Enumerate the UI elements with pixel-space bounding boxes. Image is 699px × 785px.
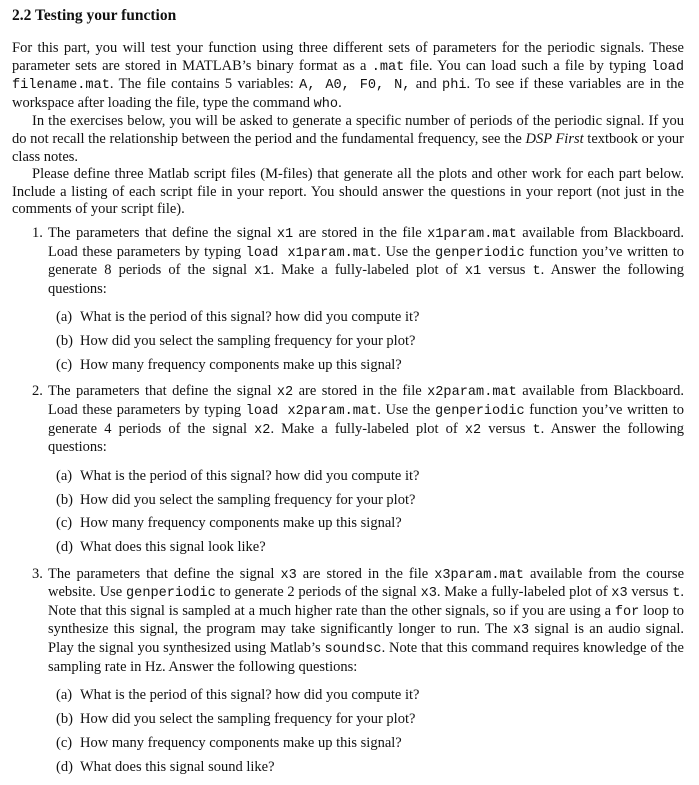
code-mat-ext: .mat <box>371 59 405 75</box>
code-phi: phi <box>442 78 467 94</box>
question-item: (c) How many frequency components make up this signal? <box>56 356 402 373</box>
problem-text: The parameters that define the signal x2 are stored in the file x2param.mat available from Blackboard. Load these parameters by typing load x2param.mat. Use the genperiodic function you’ve written to generate 4 periods of the signal x2. Make a fully-labeled plot of x2 versus t. Answer the following questions: <box>48 383 685 456</box>
problem-number: 2. <box>32 383 43 400</box>
intro-paragraph-1 <box>12 40 684 113</box>
code-load-filename: load filename.mat <box>12 59 684 94</box>
question-item: (c) How many frequency components make up this signal? <box>56 515 402 532</box>
text-run: . <box>338 94 342 111</box>
question-item: (b) How did you select the sampling frequency for your plot? <box>56 333 416 350</box>
problem-item-2 <box>12 383 684 557</box>
question-item: (d) What does this signal look like? <box>56 539 266 556</box>
text-run: textbook or your class notes. <box>12 130 684 165</box>
problem-number: 3. <box>32 565 43 582</box>
intro-paragraph-3: Please define three Matlab script files (M-files) that generate all the plots and other work for each part below. Include a listing of each script file in your report. You should answer the questions in your report (not just in the comments of your script file). <box>12 166 684 218</box>
document-page <box>12 6 684 785</box>
problem-list <box>12 225 684 777</box>
code-variables: A, A0, F0, N, <box>299 78 411 94</box>
question-list <box>48 307 684 375</box>
question-item: (a) What is the period of this signal? how did you compute it? <box>56 687 420 704</box>
question-item: (d) What does this signal sound like? <box>56 758 275 775</box>
book-title: DSP First <box>525 130 584 147</box>
text-run: . To see if these variables are in the workspace after loading the file, type the command <box>12 76 684 111</box>
text-run: and <box>410 76 443 93</box>
question-item: (c) How many frequency components make up this signal? <box>56 734 402 751</box>
question-item: (b) How did you select the sampling frequency for your plot? <box>56 491 416 508</box>
question-item: (a) What is the period of this signal? how did you compute it? <box>56 309 420 326</box>
problem-item-3 <box>12 566 684 777</box>
question-list <box>48 466 684 558</box>
code-who: who <box>313 96 339 112</box>
intro-paragraph-2 <box>12 113 684 166</box>
question-item: (b) How did you select the sampling frequency for your plot? <box>56 711 416 728</box>
question-item: (a) What is the period of this signal? how did you compute it? <box>56 467 420 484</box>
problem-number: 1. <box>32 224 43 241</box>
text-run: file. You can load such a file by typing <box>404 57 652 74</box>
problem-text: The parameters that define the signal x1 are stored in the file x1param.mat available from Blackboard. Load these parameters by typing load x1param.mat. Use the genperiodic function you’ve written to generate 8 periods of the signal x1. Make a fully-labeled plot of x1 versus t. Answer the following questions: <box>48 224 685 297</box>
question-list <box>48 685 684 777</box>
text-run: In the exercises below, you will be asked to generate a specific number of periods of the periodic signal. If you do not recall the relationship between the period and the fundamental frequency, see the <box>12 113 684 147</box>
section-title: 2.2 Testing your function <box>12 7 177 24</box>
text-run: For this part, you will test your function using three different sets of parameters for the periodic signals. These parameter sets are stored in MATLAB’s binary format as a <box>12 40 684 74</box>
problem-text: The parameters that define the signal x3 are stored in the file x3param.mat available from the course website. Use genperiodic to generate 2 periods of the signal x3. Make a fully-labeled plot of x3 versus t. Note that this signal is sampled at a much higher rate than the other signals, so if you are using a for loop to synthesize this signal, the program may take significantly longer to run. The x3 signal is an audio signal. Play the signal you synthesized using Matlab’s soundsc. Note that this command requires knowledge of the sampling rate in Hz. Answer the following questions: <box>48 565 685 675</box>
text-run: . The file contains 5 variables: <box>109 76 300 93</box>
problem-item-1 <box>12 225 684 375</box>
